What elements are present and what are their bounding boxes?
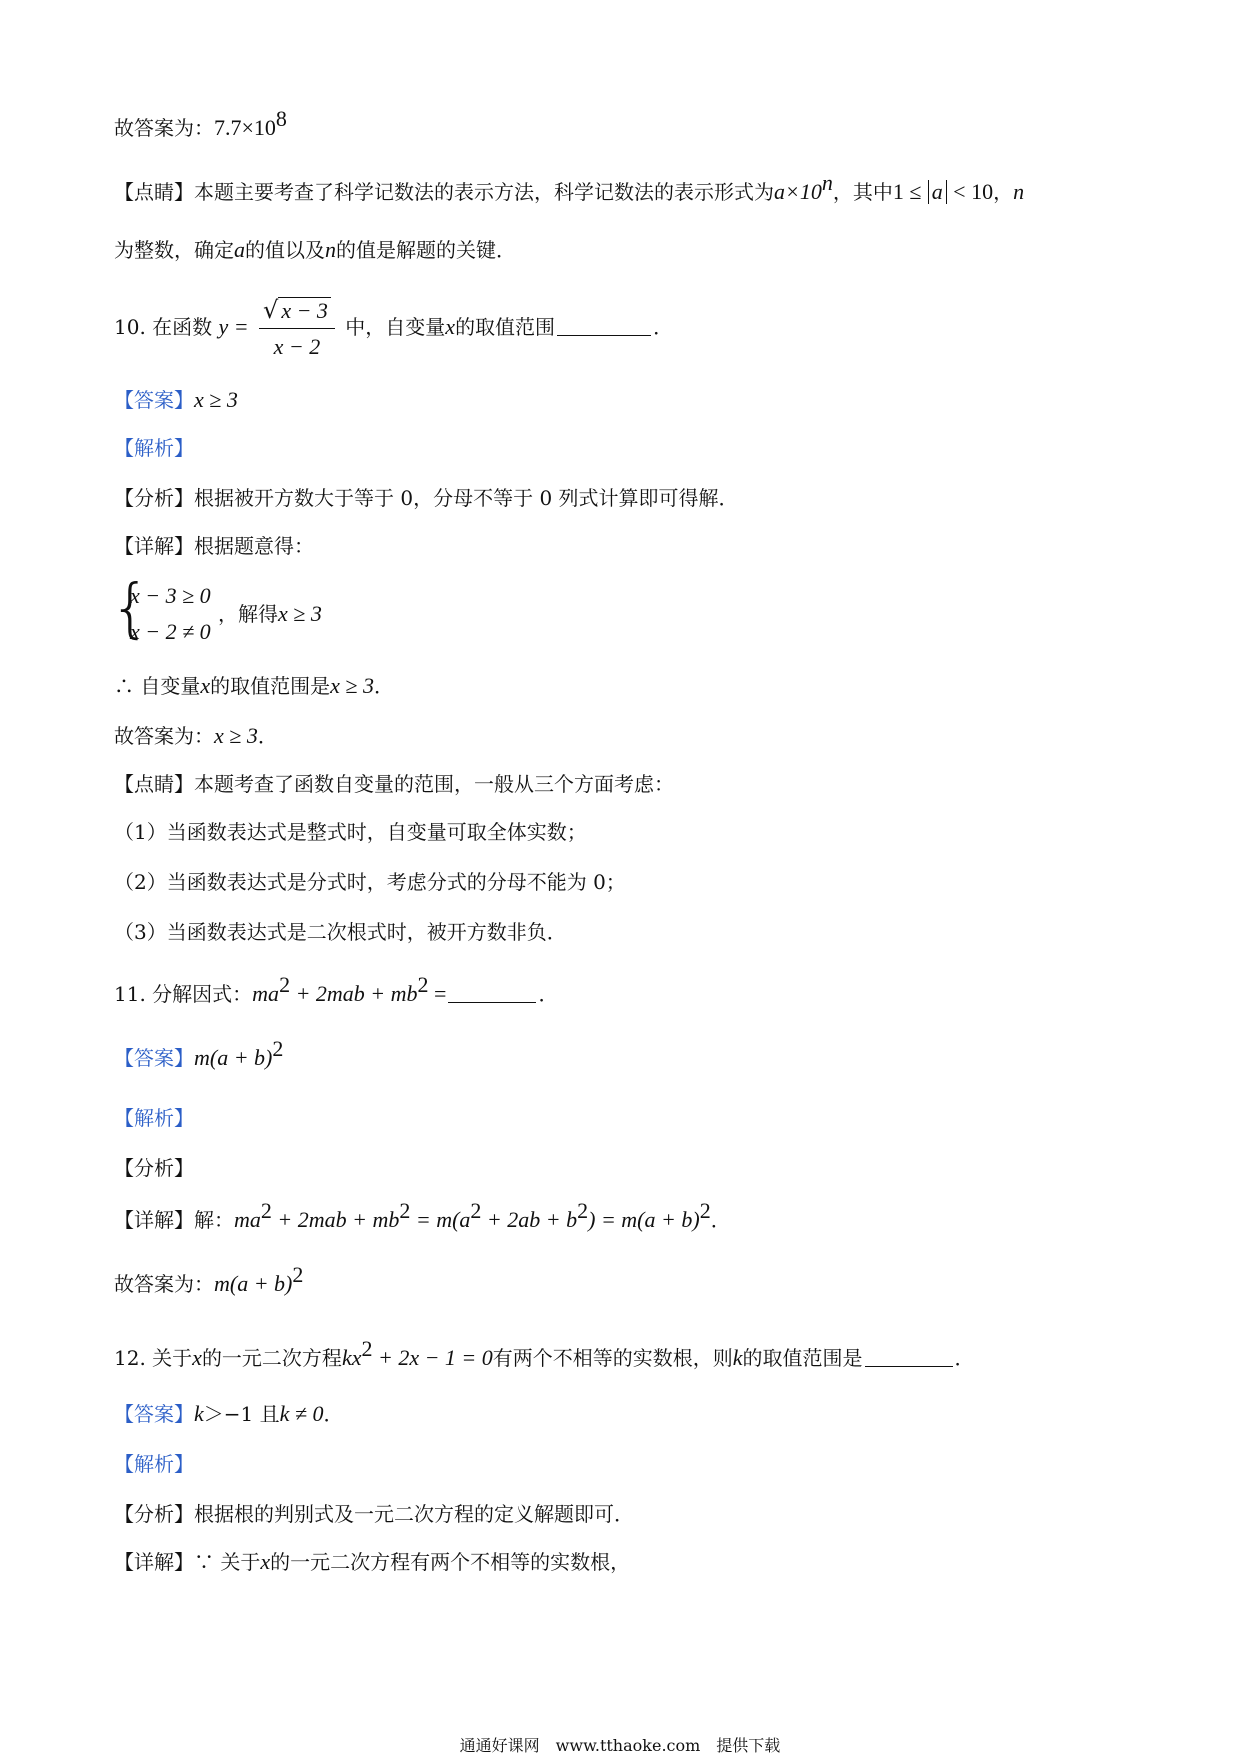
fenxi-11: 【分析】 (114, 1156, 194, 1180)
final-answer-11: 故答案为：$m(a + b)^2$ (114, 1262, 304, 1296)
question-12: 12. 关于x的一元二次方程$kx^2 + 2x - 1 = 0$有两个不相等的实数根，则k的取值范围是 ． (114, 1336, 975, 1370)
xiangjie-11: 【详解】解：$ma^2 + 2mab + mb^2 = m(a^2 + 2ab + b^2) = m(a + b)^2$． (114, 1198, 731, 1232)
brace-icon: { (110, 572, 151, 646)
system-row-1: x − 3 ≥ 0 (130, 583, 211, 608)
fenxi-10: 【分析】根据被开方数大于等于 0，分母不等于 0 列式计算即可得解． (114, 486, 739, 510)
fraction: $\frac{√ x - 3}{x - 2}$ (259, 296, 335, 361)
answer-blank (557, 315, 651, 336)
answer-line-9: 故答案为：$7.7\times 10^8$ (114, 106, 287, 140)
analysis-header-10: 【解析】 (114, 436, 194, 460)
question-10: 10. 在函数 y = $\frac{√ x - 3}{x - 2}$ 中，自变量x的取值范围 ． (114, 296, 674, 359)
therefore-10: ∴ 自变量x的取值范围是x ≥ 3． (114, 673, 394, 698)
fenxi-12: 【分析】根据根的判别式及一元二次方程的定义解题即可． (114, 1502, 634, 1526)
question-11: 11. 分解因式：$ma^2 + 2mab + mb^2$ = ． (114, 972, 559, 1006)
answer-blank (865, 1346, 953, 1367)
analysis-header-12: 【解析】 (114, 1452, 194, 1476)
final-answer-10: 故答案为：x ≥ 3． (114, 723, 278, 748)
case-2: （2）当函数表达式是分式时，考虑分式的分母不能为 0； (114, 870, 626, 894)
xiangjie-10: 【详解】根据题意得： (114, 534, 314, 558)
system-row-2: x − 2 ≠ 0 (130, 619, 211, 644)
footer-watermark: 通通好课网 www.tthaoke.com 提供下载 (459, 1736, 781, 1755)
case-3: （3）当函数表达式是二次根式时，被开方数非负． (114, 920, 567, 944)
answer-blank (448, 982, 536, 1003)
answer-11: 【答案】$m(a + b)^2$ (114, 1036, 284, 1070)
case-1: （1）当函数表达式是整式时，自变量可取全体实数； (114, 820, 587, 844)
answer-12: 【答案】k＞−1 且k ≠ 0． (114, 1401, 344, 1426)
answer-10: 【答案】x ≥ 3 (114, 387, 238, 412)
analysis-header-11: 【解析】 (114, 1106, 194, 1130)
note-line-9b: 为整数，确定a的值以及n的值是解题的关键． (114, 237, 516, 262)
system-result: ，解得x ≥ 3 (218, 601, 322, 626)
note-10: 【点睛】本题考查了函数自变量的范围，一般从三个方面考虑： (114, 772, 674, 796)
note-line-9a: 【点睛】本题主要考查了科学记数法的表示方法，科学记数法的表示形式为$a\times 10^n$，其中1 ≤ a < 10，n (114, 170, 1025, 204)
sqrt-icon: √ (263, 296, 279, 324)
xiangjie-12: 【详解】∵ 关于x的一元二次方程有两个不相等的实数根， (114, 1549, 631, 1574)
